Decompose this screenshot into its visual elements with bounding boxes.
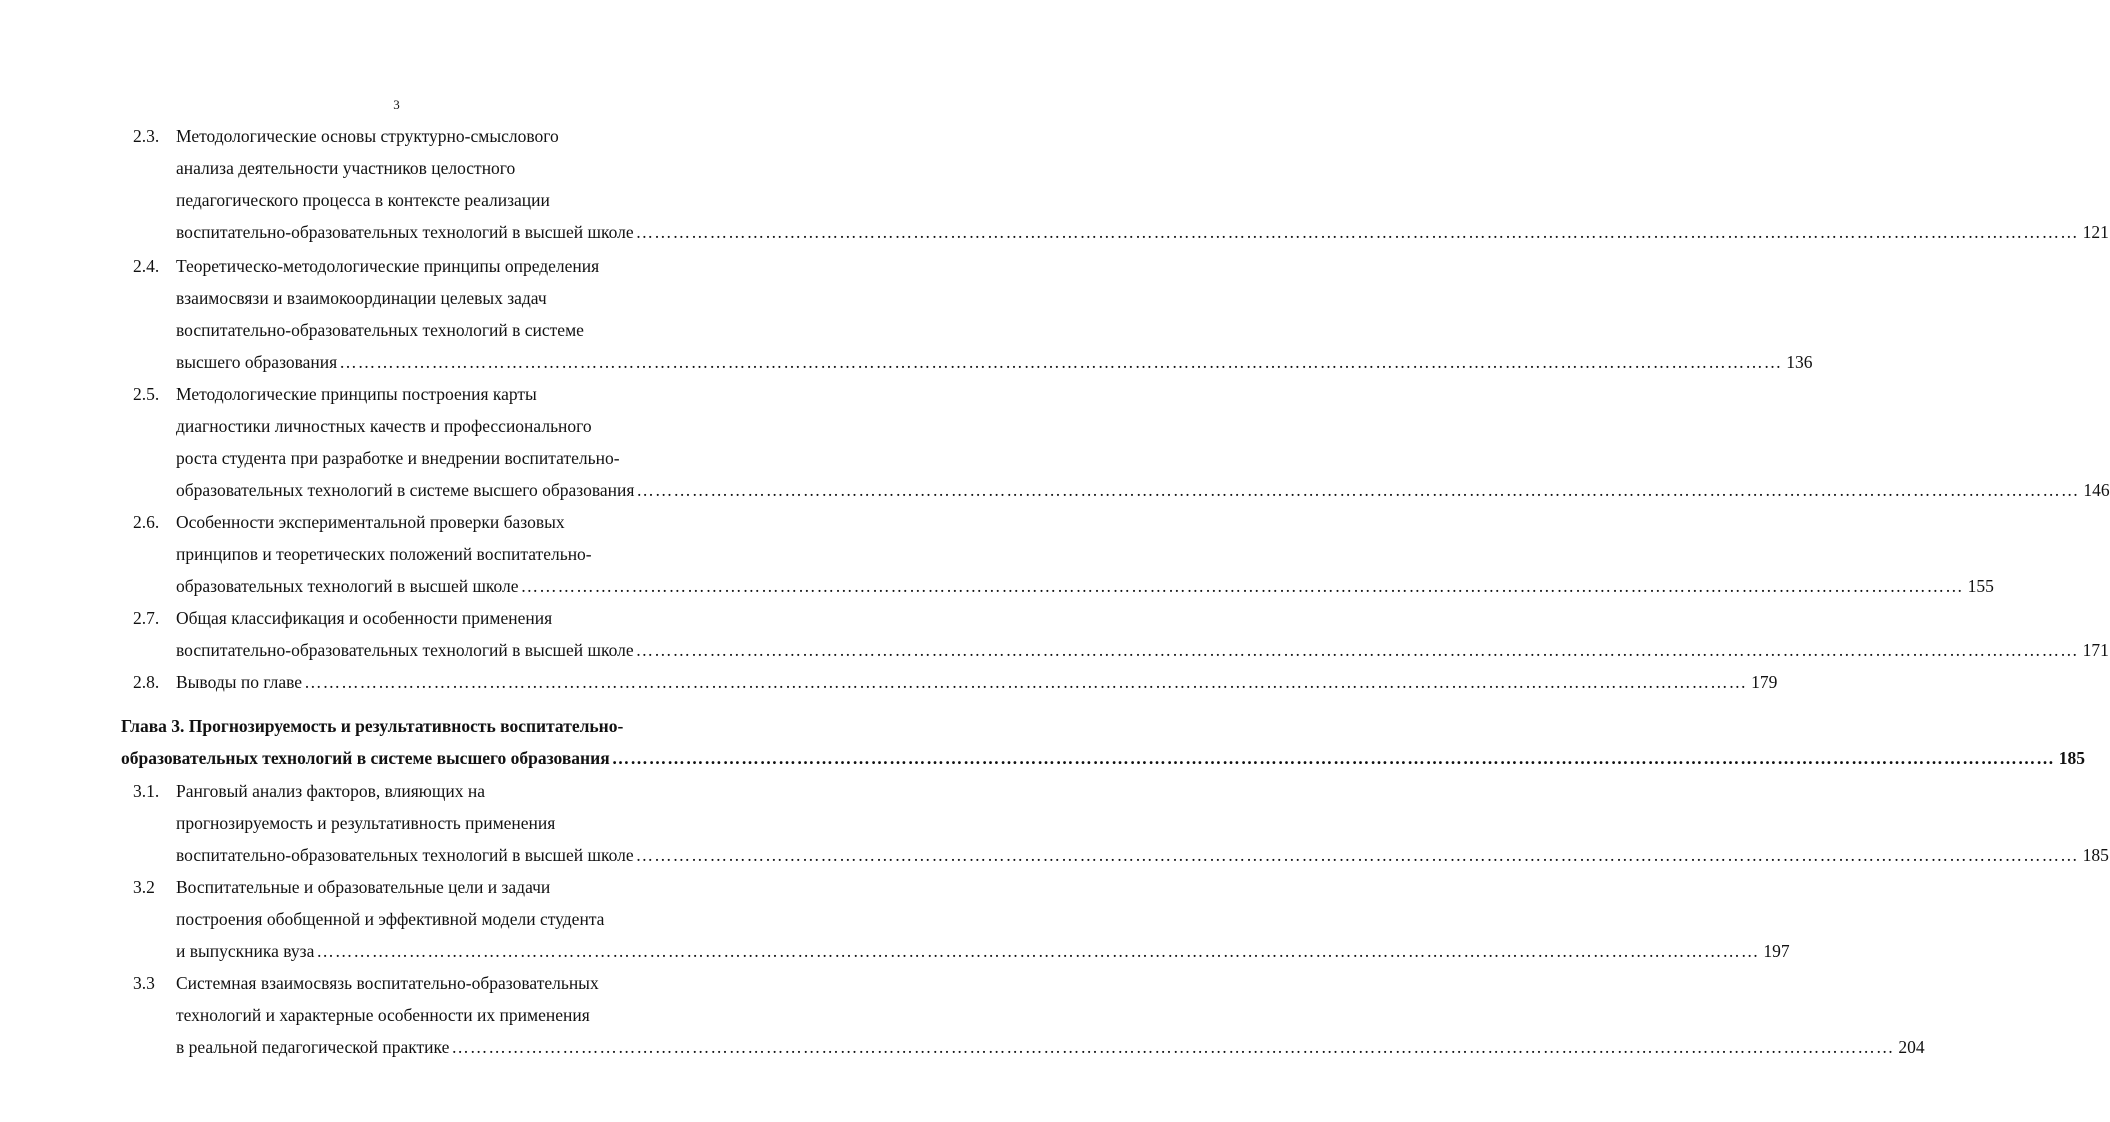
toc-entry-page: 121	[2082, 222, 2109, 242]
toc-entry-line: и выпускника вуза	[176, 941, 315, 961]
toc-entry-page: 146	[2083, 480, 2110, 500]
toc-entry-number: 3.1.	[133, 781, 160, 801]
toc-entry-line: в реальной педагогической практике	[176, 1037, 450, 1057]
chapter-title-line: Глава 3. Прогнозируемость и результативность воспитательно-	[121, 716, 624, 736]
toc-entry-number: 2.6.	[133, 512, 160, 532]
toc-entry-line: высшего образования	[176, 352, 338, 372]
toc-entry-last-line	[176, 839, 2109, 871]
chapter-page: 185	[2058, 748, 2085, 768]
toc-entry-line: принципов и теоретических положений воспитательно-	[176, 544, 592, 564]
toc-entry-line: технологий и характерные особенности их применения	[176, 1005, 590, 1025]
toc-entry-line: образовательных технологий в высшей школе	[176, 576, 519, 596]
toc-entry-line: Особенности экспериментальной проверки базовых	[176, 512, 565, 532]
toc-entry-number: 2.7.	[133, 608, 160, 628]
toc-entry-number: 2.5.	[133, 384, 160, 404]
dot-leader: ………………………………………………………………………………………………………………………………………………………………………………………………………………	[635, 845, 2079, 865]
toc-entry-last-line	[176, 1031, 1925, 1063]
toc-entry-line: прогнозируемость и результативность применения	[176, 813, 556, 833]
toc-entry-number: 2.8.	[133, 672, 160, 692]
toc-entry-line: Выводы по главе	[176, 672, 303, 692]
toc-entry-line: воспитательно-образовательных технологий в высшей школе	[176, 640, 634, 660]
toc-entry-page: 197	[1763, 941, 1790, 961]
toc-entry-last-line	[176, 634, 2109, 666]
dot-leader: ………………………………………………………………………………………………………………………………………………………………………………………………………………	[635, 222, 2079, 242]
toc-entry-last-line	[176, 216, 2109, 248]
dot-leader: ………………………………………………………………………………………………………………………………………………………………………………………………………………	[520, 576, 1964, 596]
toc-entry-line: Методологические основы структурно-смыслового	[176, 126, 559, 146]
toc-entry-last-line	[176, 570, 1994, 602]
toc-entry-line: воспитательно-образовательных технологий в высшей школе	[176, 845, 634, 865]
toc-entry-line: воспитательно-образовательных технологий в системе	[176, 320, 584, 340]
dot-leader: ………………………………………………………………………………………………………………………………………………………………………………………………………………	[611, 748, 2055, 768]
toc-entry-page: 179	[1751, 672, 1778, 692]
toc-entry-line: Теоретическо-методологические принципы определения	[176, 256, 600, 276]
dot-leader: ………………………………………………………………………………………………………………………………………………………………………………………………………………	[635, 640, 2079, 660]
toc-entry-line: анализа деятельности участников целостного	[176, 158, 516, 178]
toc-entry-last-line	[176, 474, 2110, 506]
toc-entry-last-line	[176, 935, 1790, 967]
page-number: 3	[393, 97, 400, 112]
toc-entry-page: 136	[1786, 352, 1813, 372]
toc-entry-line: воспитательно-образовательных технологий в высшей школе	[176, 222, 634, 242]
dot-leader: ………………………………………………………………………………………………………………………………………………………………………………………………………………	[304, 672, 1748, 692]
dot-leader: ………………………………………………………………………………………………………………………………………………………………………………………………………………	[636, 480, 2080, 500]
toc-entry-line: Ранговый анализ факторов, влияющих на	[176, 781, 485, 801]
dot-leader: ………………………………………………………………………………………………………………………………………………………………………………………………………………	[316, 941, 1760, 961]
toc-entry-line: Системная взаимосвязь воспитательно-образовательных	[176, 973, 599, 993]
toc-entry-line: Общая классификация и особенности применения	[176, 608, 553, 628]
toc-entry-line: взаимосвязи и взаимокоординации целевых задач	[176, 288, 547, 308]
toc-entry-line: построения обобщенной и эффективной модели студента	[176, 909, 605, 929]
toc-entry-line: роста студента при разработке и внедрении воспитательно-	[176, 448, 620, 468]
dot-leader: ………………………………………………………………………………………………………………………………………………………………………………………………………………	[339, 352, 1783, 372]
toc-entry-number: 3.3	[133, 973, 155, 993]
toc-entry-line: диагностики личностных качеств и профессионального	[176, 416, 592, 436]
toc-entry-page: 204	[1898, 1037, 1925, 1057]
toc-entry-last-line	[176, 346, 1813, 378]
dot-leader: ………………………………………………………………………………………………………………………………………………………………………………………………………………	[451, 1037, 1895, 1057]
toc-entry-line: образовательных технологий в системе высшего образования	[176, 480, 635, 500]
toc-entry-line: Воспитательные и образовательные цели и задачи	[176, 877, 551, 897]
toc-entry-number: 3.2	[133, 877, 155, 897]
toc-entry-line: педагогического процесса в контексте реализации	[176, 190, 550, 210]
chapter-title-last-line	[121, 742, 2085, 774]
toc-entry-number: 2.3.	[133, 126, 160, 146]
toc-entry-line: Методологические принципы построения карты	[176, 384, 537, 404]
toc-entry-page: 171	[2082, 640, 2109, 660]
toc-entry-last-line	[176, 666, 1778, 698]
toc-entry-page: 185	[2082, 845, 2109, 865]
toc-entry-page: 155	[1967, 576, 1994, 596]
chapter-title-line: образовательных технологий в системе высшего образования	[121, 748, 610, 768]
toc-entry-number: 2.4.	[133, 256, 160, 276]
